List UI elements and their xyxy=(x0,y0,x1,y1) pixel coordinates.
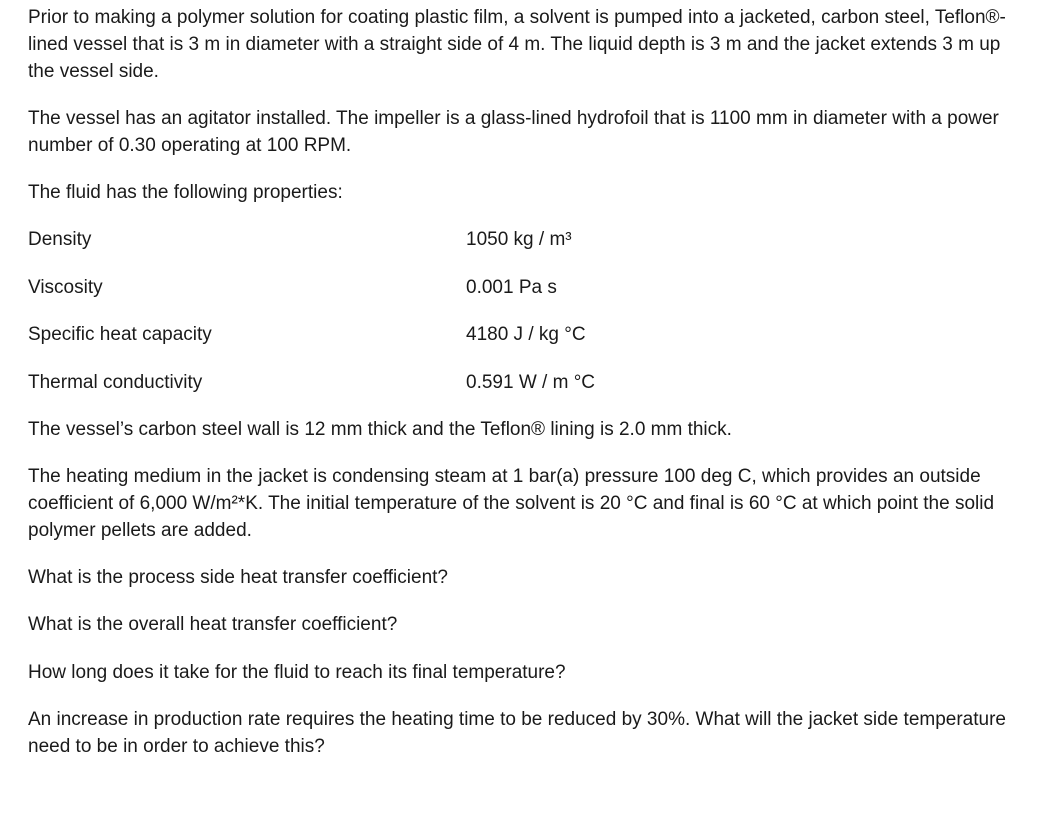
question-3: How long does it take for the fluid to reach its final temperature? xyxy=(28,661,566,683)
agitator-paragraph: The vessel has an agitator installed. The impeller is a glass-lined hydrofoil that is 1100 mm in diameter with a power number of 0.30 operating at 100 RPM. xyxy=(28,108,999,156)
properties-heading: The fluid has the following properties: xyxy=(28,182,343,203)
heating-medium-paragraph: The heating medium in the jacket is condensing steam at 1 bar(a) pressure 100 deg C, which provides an outside coefficient of 6,000 W/m²*K. The initial temperature of the solvent is 20 °C and final is 60 °C at which point the solid polymer pellets are added. xyxy=(28,465,995,541)
property-value: 0.591 W / m °C xyxy=(466,371,596,393)
property-value: 0.001 Pa s xyxy=(466,276,557,298)
property-value: 1050 kg / m³ xyxy=(466,229,572,250)
intro-paragraph: Prior to making a polymer solution for coating plastic film, a solvent is pumped into a jacketed, carbon steel, Teflon®-lined vessel that is 3 m in diameter with a straight side of 4 m. The liquid depth is 3 m and the jacket extends 3 m up the vessel side. xyxy=(28,7,1006,82)
property-name: Specific heat capacity xyxy=(28,324,212,345)
fluid-properties-table xyxy=(28,226,1028,396)
property-name: Viscosity xyxy=(28,276,103,298)
property-row-density xyxy=(28,226,1028,253)
property-row-thermal-conductivity xyxy=(28,369,1028,396)
property-row-viscosity xyxy=(28,274,1028,301)
question-2: What is the overall heat transfer coefficient? xyxy=(28,614,398,635)
property-name: Thermal conductivity xyxy=(28,371,203,393)
question-1: What is the process side heat transfer coefficient? xyxy=(28,566,448,588)
property-name: Density xyxy=(28,229,92,250)
property-value: 4180 J / kg °C xyxy=(466,324,586,345)
problem-document xyxy=(28,4,1028,760)
property-row-specific-heat xyxy=(28,321,1028,348)
question-4: An increase in production rate requires the heating time to be reduced by 30%. What will the jacket side temperature need to be in order to achieve this? xyxy=(28,709,1006,757)
wall-paragraph: The vessel’s carbon steel wall is 12 mm thick and the Teflon® lining is 2.0 mm thick. xyxy=(28,418,732,440)
